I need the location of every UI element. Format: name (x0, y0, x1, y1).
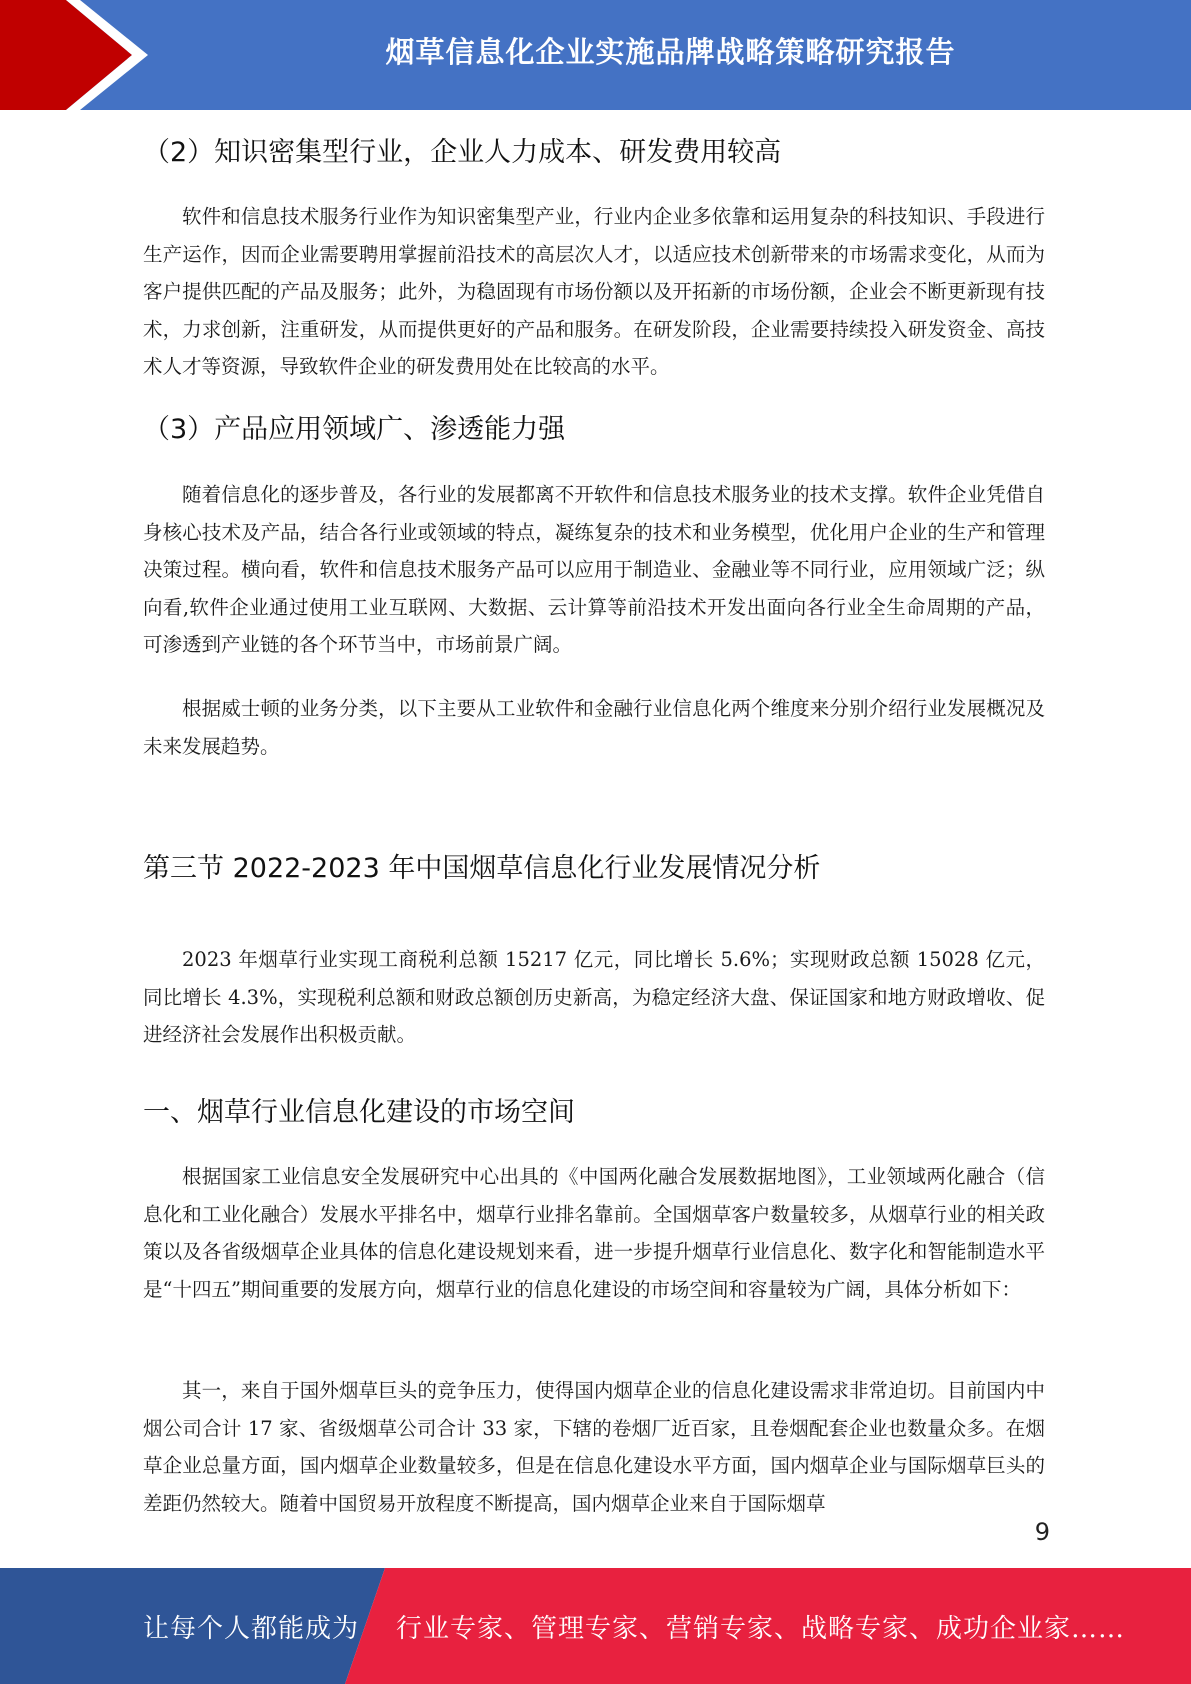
report-title: 烟草信息化企业实施品牌战略策略研究报告 (385, 34, 956, 69)
paragraph-knowledge-intensive: 软件和信息技术服务行业作为知识密集型产业，行业内企业多依靠和运用复杂的科技知识、手段进行生产运作，因而企业需要聘用掌握前沿技术的高层次人才，以适应技术创新带来的市场需求变化，从而为客户提供匹配的产品及服务；此外，为稳固现有市场份额以及开拓新的市场份额，企业会不断更新现有技术，力求创新，注重研发，从而提供更好的产品和服务。在研发阶段，企业需要持续投入研发资金、高技术人才等资源，导致软件企业的研发费用处在比较高的水平。 (143, 205, 1045, 378)
paragraph-classification: 根据威士顿的业务分类，以下主要从工业软件和金融行业信息化两个维度来分别介绍行业发展概况及未来发展趋势。 (143, 697, 1045, 758)
paragraph-competition-pressure: 其一，来自于国外烟草巨头的竞争压力，使得国内烟草企业的信息化建设需求非常迫切。目前国内中烟公司合计 17 家、省级烟草公司合计 33 家，下辖的卷烟厂近百家，且卷烟配套企业也数量众多。在烟草企业总量方面，国内烟草企业数量较多，但是在信息化建设水平方面，国内烟草企业与国际烟草巨头的差距仍然较大。随着中国贸易开放程度不断提高，国内烟草企业来自于国际烟草 (143, 1379, 1045, 1515)
subsection-heading-2: （2）知识密集型行业，企业人力成本、研发费用较高 (143, 137, 782, 168)
page-number: 9 (1034, 1518, 1050, 1546)
paragraph-market-space: 根据国家工业信息安全发展研究中心出具的《中国两化融合发展数据地图》，工业领域两化融合（信息化和工业化融合）发展水平排名中，烟草行业排名靠前。全国烟草客户数量较多，从烟草行业的相关政策以及各省级烟草企业具体的信息化建设规划来看，进一步提升烟草行业信息化、数字化和智能制造水平是“十四五”期间重要的发展方向，烟草行业的信息化建设的市场空间和容量较为广阔，具体分析如下： (143, 1165, 1045, 1301)
section-heading-market-space: 一、烟草行业信息化建设的市场空间 (143, 1097, 575, 1128)
page-header (0, 0, 1191, 110)
footer-slogan-right: 行业专家、管理专家、营销专家、战略专家、成功企业家…… (396, 1613, 1126, 1644)
chevron-arrow-icon (0, 0, 160, 110)
chapter-heading: 第三节 2022-2023 年中国烟草信息化行业发展情况分析 (143, 853, 821, 884)
paragraph-tobacco-stats: 2023 年烟草行业实现工商税利总额 15217 亿元，同比增长 5.6%；实现财政总额 15028 亿元，同比增长 4.3%，实现税利总额和财政总额创历史新高，为稳定经济大盘、保证国家和地方财政增收、促进经济社会发展作出积极贡献。 (143, 948, 1045, 1046)
page-footer (0, 1568, 1191, 1684)
paragraph-application-fields: 随着信息化的逐步普及，各行业的发展都离不开软件和信息技术服务业的技术支撑。软件企业凭借自身核心技术及产品，结合各行业或领域的特点，凝练复杂的技术和业务模型，优化用户企业的生产和管理决策过程。横向看，软件和信息技术服务产品可以应用于制造业、金融业等不同行业，应用领域广泛；纵向看,软件企业通过使用工业互联网、大数据、云计算等前沿技术开发出面向各行业全生命周期的产品，可渗透到产业链的各个环节当中，市场前景广阔。 (143, 483, 1045, 656)
footer-slogan-left: 让每个人都能成为 (143, 1613, 360, 1644)
subsection-heading-3: （3）产品应用领域广、渗透能力强 (143, 414, 566, 445)
